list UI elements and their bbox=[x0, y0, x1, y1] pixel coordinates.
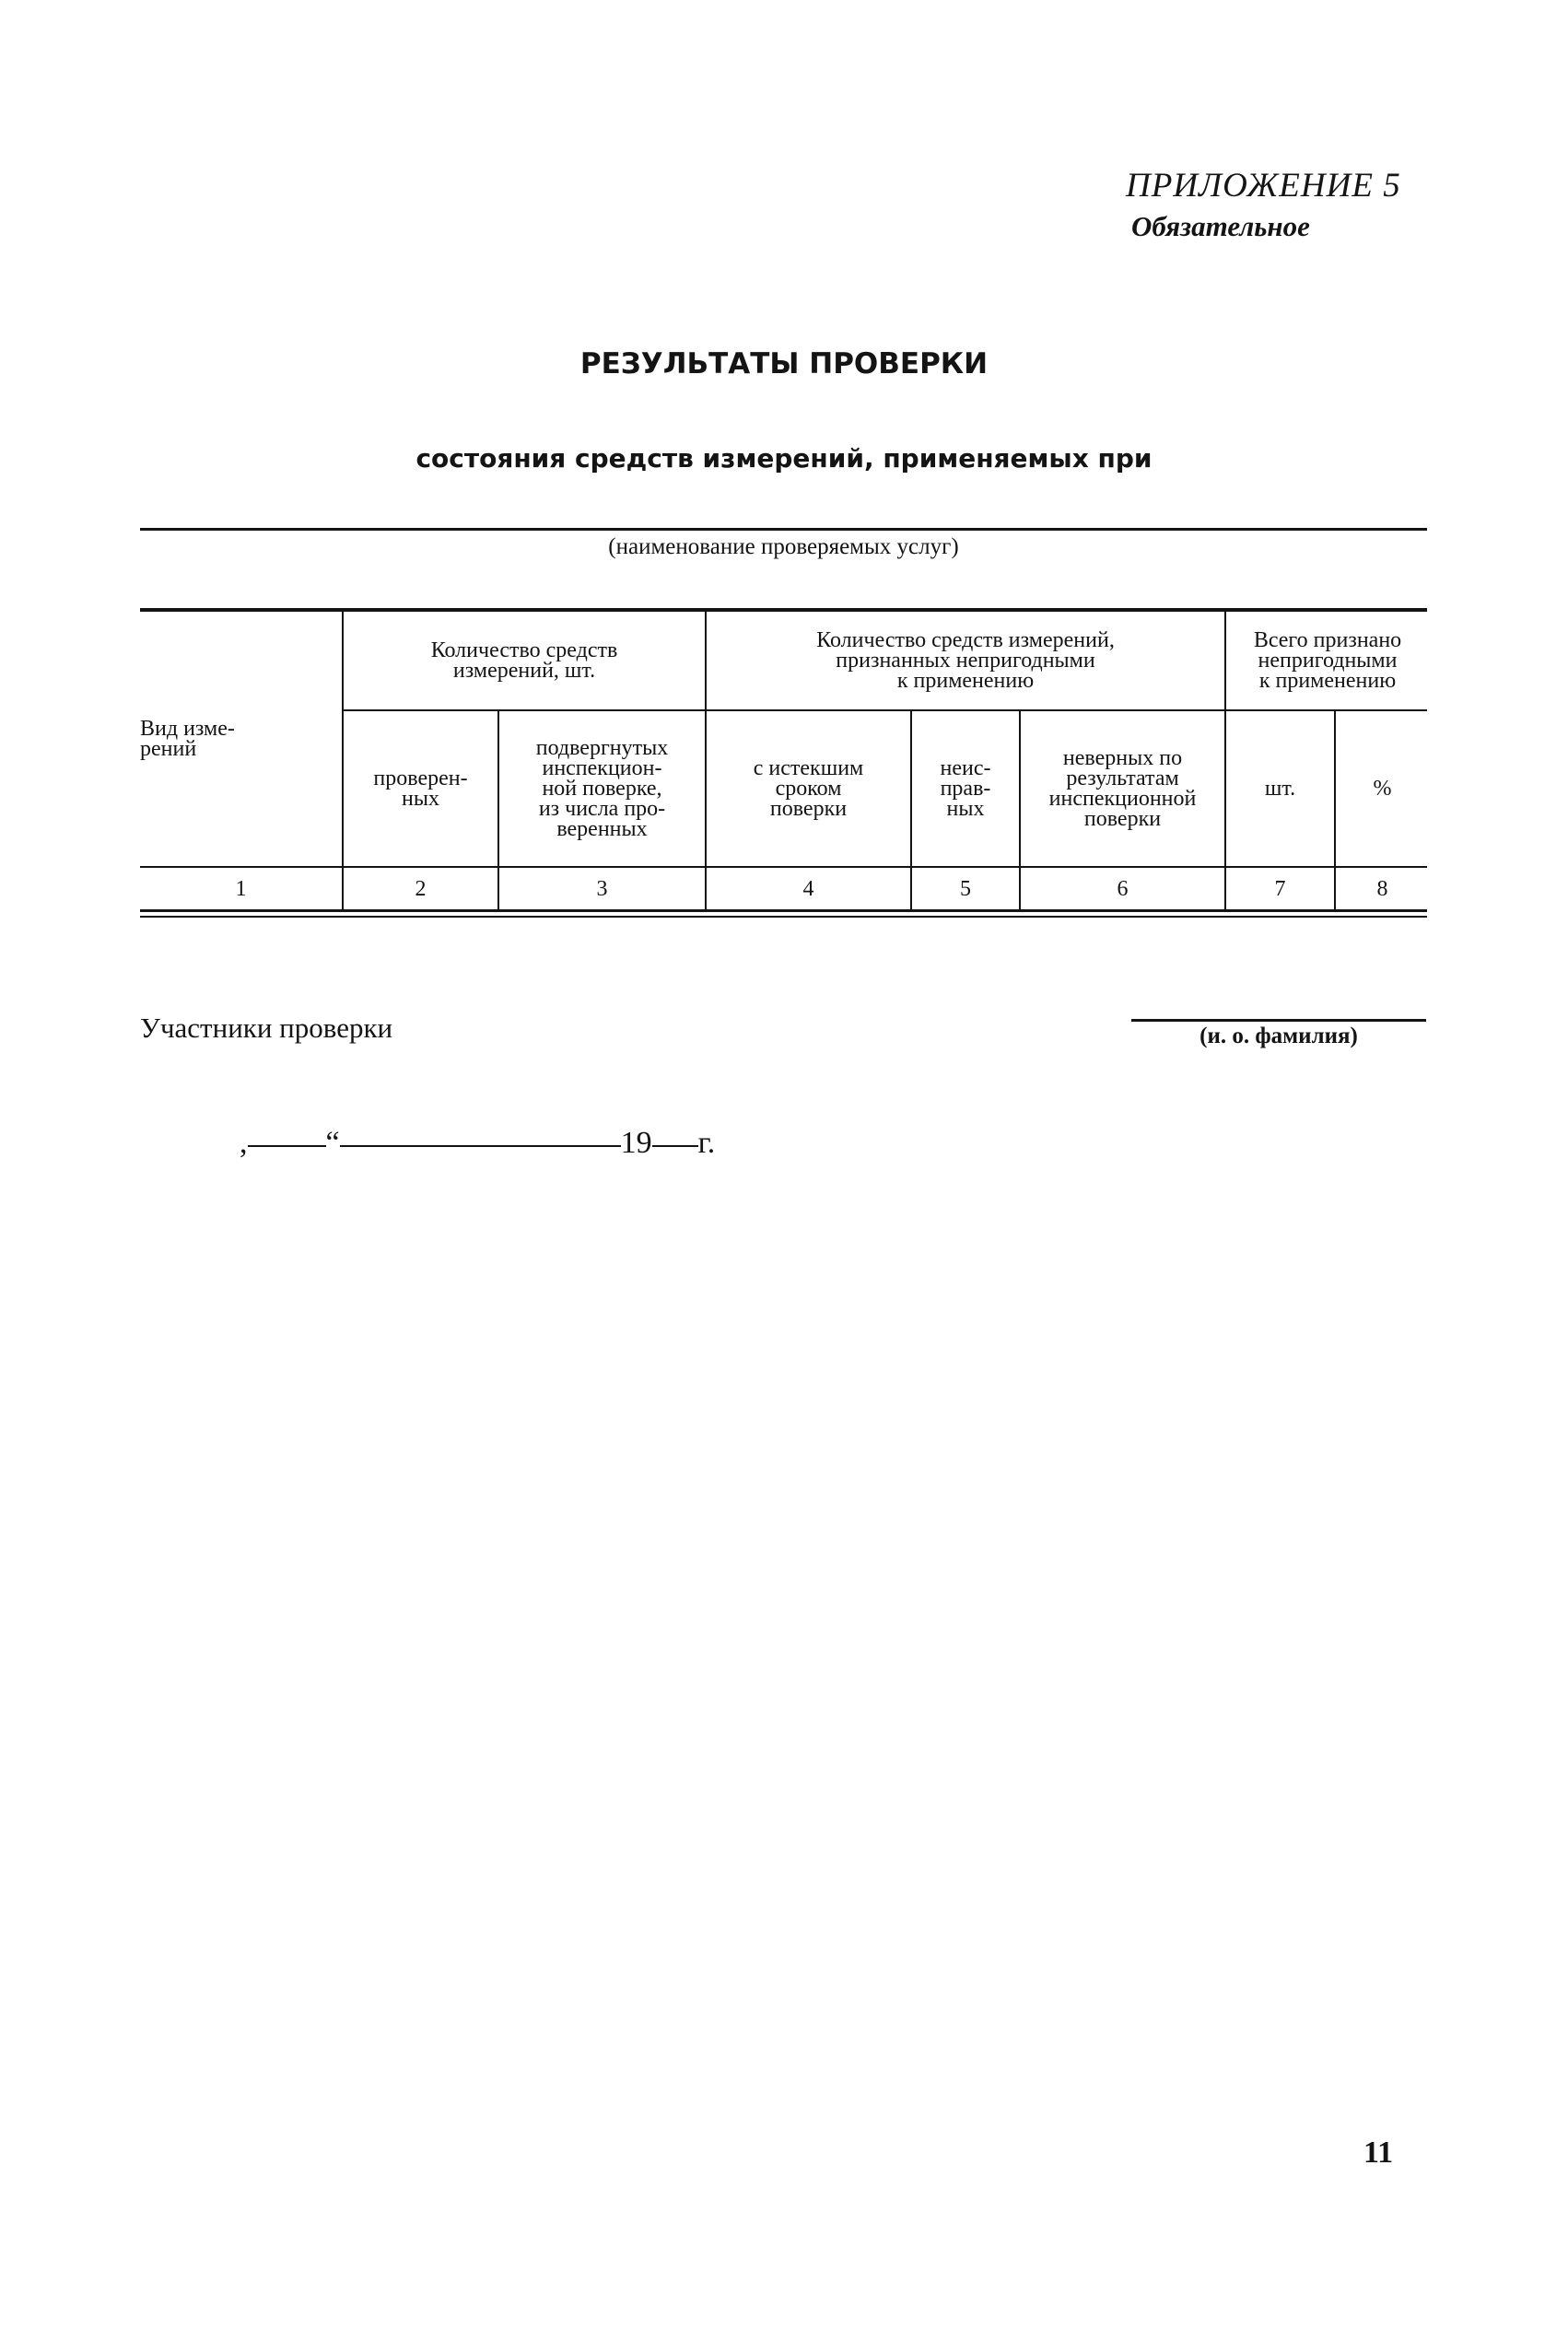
date-month-blank bbox=[340, 1143, 621, 1147]
header-expired: с истекшим сроком поверки bbox=[753, 756, 864, 821]
date-close-quote: “ bbox=[325, 1126, 340, 1160]
column-number: 1 bbox=[235, 876, 247, 901]
table-bottom-rule-1 bbox=[140, 909, 1427, 912]
column-number: 8 bbox=[1376, 876, 1388, 901]
signature-line bbox=[1131, 1019, 1426, 1022]
date-open-quote: , bbox=[240, 1126, 248, 1160]
header-percent: % bbox=[1373, 777, 1392, 801]
header-faulty: неис- прав- ных bbox=[940, 756, 991, 821]
date-suffix: г. bbox=[697, 1126, 716, 1160]
header-group-total-unfit: Всего признано непригодными к применению bbox=[1253, 628, 1402, 693]
header-measurement-type: Вид изме- рений bbox=[140, 717, 235, 761]
date-line bbox=[240, 1126, 715, 1161]
column-number: 4 bbox=[802, 876, 814, 901]
column-number: 3 bbox=[596, 876, 608, 901]
table-bottom-rule-2 bbox=[140, 916, 1427, 918]
document-subtitle: состояния средств измерений, применяемых при bbox=[415, 443, 1153, 474]
date-year-blank bbox=[652, 1143, 698, 1147]
column-number: 2 bbox=[415, 876, 427, 901]
header-inspected: подвергнутых инспекцион- ной поверке, из числа про- веренных bbox=[535, 736, 669, 841]
results-table bbox=[0, 0, 1568, 940]
appendix-title: ПРИЛОЖЕНИЕ 5 bbox=[1126, 167, 1401, 205]
participants-label: Участники проверки bbox=[140, 1012, 393, 1044]
date-day-blank bbox=[248, 1143, 326, 1147]
header-group-unfit: Количество средств измерений, признанных непригодными к применению bbox=[816, 628, 1115, 693]
header-group-quantity: Количество средств измерений, шт. bbox=[430, 638, 618, 683]
header-checked: проверен- ных bbox=[373, 767, 468, 811]
signature-caption: (и. о. фамилия) bbox=[1199, 1024, 1358, 1048]
appendix-status: Обязательное bbox=[1131, 210, 1310, 242]
document-title: РЕЗУЛЬТАТЫ ПРОВЕРКИ bbox=[579, 347, 989, 380]
date-year: 19 bbox=[620, 1126, 652, 1160]
column-number: 5 bbox=[960, 876, 971, 901]
column-number: 6 bbox=[1117, 876, 1129, 901]
header-pieces: шт. bbox=[1264, 777, 1296, 801]
column-number: 7 bbox=[1274, 876, 1286, 901]
page-number: 11 bbox=[1363, 2136, 1394, 2170]
header-incorrect: неверных по результатам инспекционной поверки bbox=[1048, 746, 1197, 831]
service-name-caption: (наименование проверяемых услуг) bbox=[608, 534, 959, 559]
